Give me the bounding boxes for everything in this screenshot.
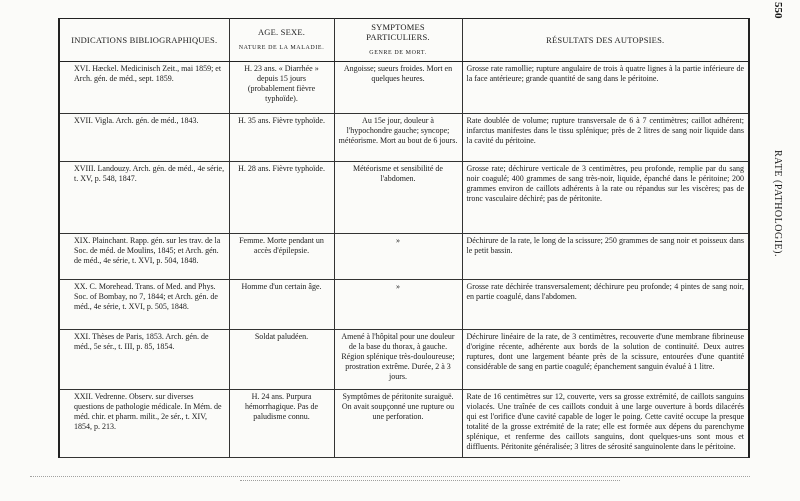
autopsy-table [58,18,750,458]
cell-reference: XIX. Plainchant. Rapp. gén. sur les trav. de la Soc. de méd. de Moulins, 1845; et Arch. gén. de méd., 4e série, t. XVI, p. 504, 1848. [59,234,229,280]
cell-reference: XVI. Hæckel. Medicinisch Zeit., mai 1859; et Arch. gén. de méd., sept. 1859. [59,62,229,114]
cell-symptoms: Symptômes de péritonite suraiguë. On avait soupçonné une rupture ou une perforation. [334,390,462,458]
table-row [59,62,749,114]
cell-age-sex: Femme. Morte pendant un accès d'épilepsie. [229,234,334,280]
cell-age-sex: Soldat paludéen. [229,330,334,390]
cell-age-sex: Homme d'un certain âge. [229,280,334,330]
cell-age-sex: H. 24 ans. Purpura hémorrhagique. Pas de paludisme connu. [229,390,334,458]
cell-symptoms: Météorisme et sensibilité de l'abdomen. [334,162,462,234]
table-header-row [59,19,749,62]
running-heading: RATE (PATHOLOGIE). [772,150,783,257]
cell-age-sex: H. 28 ans. Fièvre typhoïde. [229,162,334,234]
table-row [59,234,749,280]
cell-symptoms: Au 15e jour, douleur à l'hypochondre gauche; syncope; météorisme. Mort au bout de 6 jours. [334,114,462,162]
cell-reference: XXI. Thèses de Paris, 1853. Arch. gén. de méd., 5e sér., t. III, p. 85, 1854. [59,330,229,390]
cell-reference: XXII. Vedrenne. Observ. sur diverses questions de pathologie médicale. In Mém. de méd. chir. et pharm. milit., 2e sér., t. XIV, 1854, p. 213. [59,390,229,458]
cell-autopsy: Déchirure linéaire de la rate, de 3 centimètres, recouverte d'une membrane fibrineuse d'origine récente, adhérente aux bords de la solution de continuité. Deux autres ruptures, dont une largement béante près de la scissure, entourées d'une quantité considérable de sang en partie coagulé; épanchement sanguin évalué à 1 litre. [462,330,749,390]
cell-symptoms: Angoisse; sueurs froides. Mort en quelques heures. [334,62,462,114]
cell-autopsy: Grosse rate; déchirure verticale de 3 centimètres, peu profonde, remplie par du sang noir coagulé; 400 grammes de sang très-noir, liquide, épanché dans le péritoine; 200 grammes environ de caillots adhérents à la rate ou répandus sur les viscères; pas de tronc vasculaire déchiré; pas de péritonite. [462,162,749,234]
cell-autopsy: Rate de 16 centimètres sur 12, couverte, vers sa grosse extrémité, de caillots sanguins violacés. Une traînée de ces caillots conduit à une large ouverture à bords dilacérés qui est l'orifice d'une cavité capable de loger le poing. Cette cavité occupe la presque totalité de la grosse extrémité de la rate; elle est formée aux dépens du parenchyme splénique, et renferme des caillots sanguins, dont quelques-uns sont mous et diffluents. Péritonite généralisée; 3 litres de sérosité sanguinolente dans le péritoine. [462,390,749,458]
cell-age-sex: H. 35 ans. Fièvre typhoïde. [229,114,334,162]
table-row [59,330,749,390]
table-row [59,390,749,458]
cell-reference: XX. C. Morehead. Trans. of Med. and Phys. Soc. of Bombay, no 7, 1844; et Arch. gén. de méd., 4e série, t. XVI, p. 505, 1848. [59,280,229,330]
cell-age-sex: H. 23 ans. « Diarrhée » depuis 15 jours (probablement fièvre typhoïde). [229,62,334,114]
cell-symptoms: Amené à l'hôpital pour une douleur de la base du thorax, à gauche. Région splénique très-douloureuse; prostration extrême. Durée, 2 à 3 jours. [334,330,462,390]
cell-reference: XVII. Vigla. Arch. gén. de méd., 1843. [59,114,229,162]
cell-autopsy: Grosse rate ramollie; rupture angulaire de trois à quatre lignes à la partie inférieure de la face antérieure; grande quantité de sang dans le péritoine. [462,62,749,114]
cell-autopsy: Grosse rate déchirée transversalement; déchirure peu profonde; 4 pintes de sang noir, en partie coagulé, dans l'abdomen. [462,280,749,330]
table-row [59,280,749,330]
table-row [59,162,749,234]
cell-symptoms: » [334,234,462,280]
header-symptoms: SYMPTOMES PARTICULIERS. GENRE DE MORT. [334,19,462,62]
page-number: 550 [772,2,784,19]
cell-reference: XVIII. Landouzy. Arch. gén. de méd., 4e série, t. XV, p. 548, 1847. [59,162,229,234]
header-age-sex: AGE. SEXE. NATURE DE LA MALADIE. [229,19,334,62]
header-autopsy: RÉSULTATS DES AUTOPSIES. [462,19,749,62]
cell-autopsy: Déchirure de la rate, le long de la scissure; 250 grammes de sang noir et poisseux dans le petit bassin. [462,234,749,280]
cell-symptoms: » [334,280,462,330]
header-references: INDICATIONS BIBLIOGRAPHIQUES. [59,19,229,62]
scan-artifact [240,480,620,485]
table-row [59,114,749,162]
cell-autopsy: Rate doublée de volume; rupture transversale de 6 à 7 centimètres; caillot adhérent; infarctus manifestes dans le tissu splénique; près de 2 litres de sang noir liquide dans la cavité du péritoine. [462,114,749,162]
